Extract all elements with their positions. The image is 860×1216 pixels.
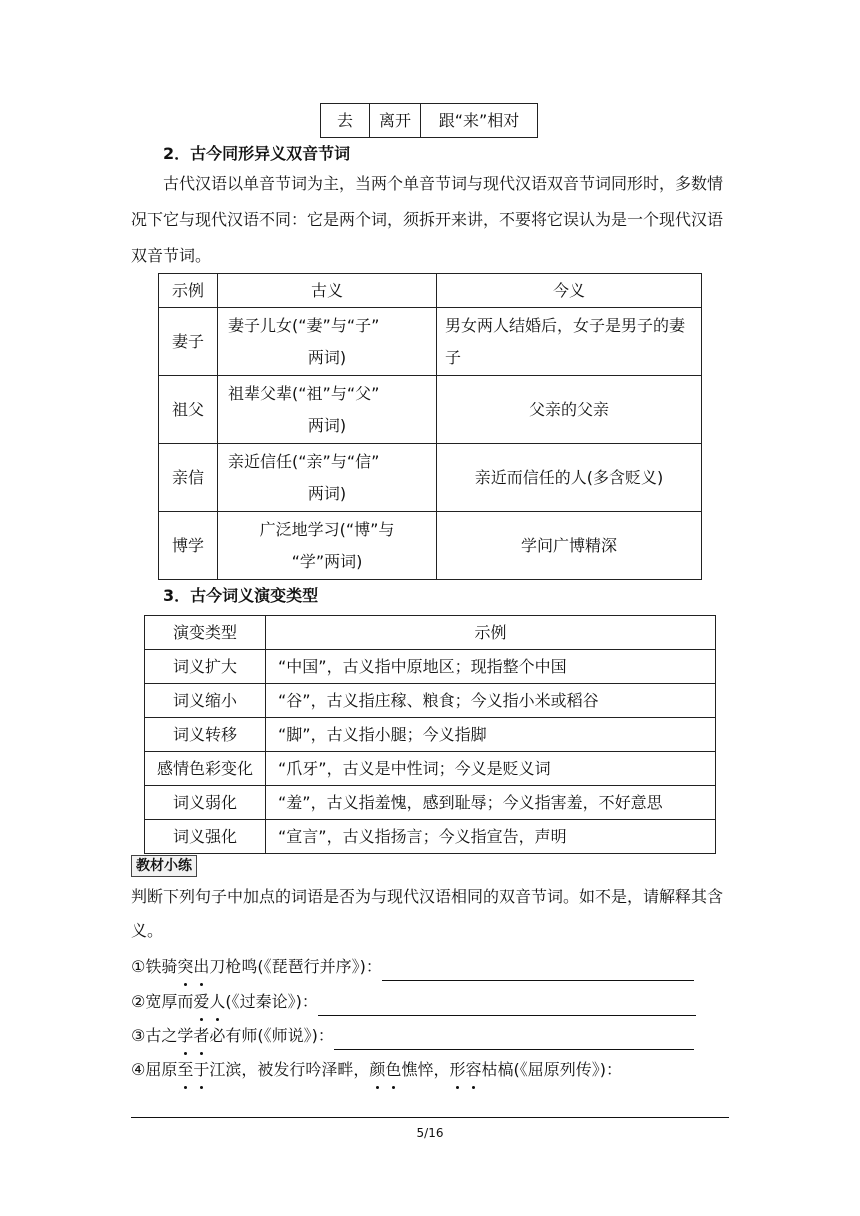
dotted-char: 突 (177, 953, 193, 981)
question-3 (131, 1022, 694, 1050)
example-cell: “中国”，古义指中原地区；现指整个中国 (266, 650, 716, 684)
word-cell: 祖父 (159, 376, 218, 444)
table-row (145, 786, 716, 820)
word-cell: 博学 (159, 512, 218, 580)
table-row (159, 376, 702, 444)
table-row (145, 820, 716, 854)
type-cell: 词义弱化 (145, 786, 266, 820)
modern-cell: 男女两人结婚后，女子是男子的妻子 (437, 308, 702, 376)
section-2-heading: 2．古今同形异义双音节词 (163, 144, 351, 163)
cell: 去 (321, 104, 370, 138)
type-cell: 词义缩小 (145, 684, 266, 718)
ancient-line: “学”两词) (291, 551, 363, 571)
type-cell: 词义转移 (145, 718, 266, 752)
ancient-line: 亲近信任(“亲”与“信” (228, 451, 380, 471)
ancient-line: 两词) (307, 347, 347, 367)
example-cell: “谷”，古义指庄稼、粮食；今义指小米或稻谷 (266, 684, 716, 718)
q-text: (《过秦论》)： (225, 992, 318, 1011)
dotted-char: 爱 (193, 988, 209, 1016)
table-row (159, 444, 702, 512)
cell: 离开 (370, 104, 421, 138)
modern-cell: 亲近而信任的人(多含贬义) (437, 444, 702, 512)
answer-blank[interactable] (382, 962, 694, 981)
table-row (145, 684, 716, 718)
ancient-line: 妻子儿女(“妻”与“子” (228, 315, 380, 335)
example-cell: “爪牙”，古义是中性词；今义是贬义词 (266, 752, 716, 786)
section-2-paragraph: 古代汉语以单音节词为主，当两个单音节词与现代汉语双音节词同形时，多数情况下它与现代汉语不同：它是两个词，须拆开来讲，不要将它误认为是一个现代汉语双音节词。 (131, 174, 724, 265)
dotted-char: 出 (193, 953, 209, 981)
header-cell: 示例 (266, 616, 716, 650)
q-text: ④屈原 (131, 1060, 178, 1079)
dotted-char: 学 (177, 1022, 193, 1050)
ancient-cell (218, 512, 437, 580)
question-4 (131, 1056, 622, 1084)
answer-blank[interactable] (318, 997, 696, 1016)
question-2 (131, 988, 696, 1016)
table-row (159, 512, 702, 580)
ancient-cell (218, 308, 437, 376)
q-text: 憔悴， (401, 1060, 450, 1079)
type-cell: 感情色彩变化 (145, 752, 266, 786)
q-text: 江滨，被发行吟泽畔， (209, 1060, 370, 1079)
header-cell: 演变类型 (145, 616, 266, 650)
evolution-table (144, 615, 716, 854)
dotted-char: 人 (209, 988, 225, 1016)
exercise-intro: 判断下列句子中加点的词语是否为与现代汉语相同的双音节词。如不是，请解释其含义。 (131, 887, 724, 940)
question-4-blank-line (131, 1090, 729, 1118)
top-table (320, 103, 538, 138)
modern-cell: 学问广博精深 (437, 512, 702, 580)
type-cell: 词义扩大 (145, 650, 266, 684)
example-cell: “宣言”，古义指扬言；今义指宣告，声明 (266, 820, 716, 854)
dotted-char: 者 (193, 1022, 209, 1050)
ancient-modern-table (158, 273, 702, 580)
q-text: ①铁骑 (131, 957, 178, 976)
header-cell: 古义 (218, 274, 437, 308)
question-1 (131, 953, 694, 981)
table-row (145, 752, 716, 786)
dotted-char: 色 (385, 1056, 401, 1084)
q-text: 刀枪鸣(《琵琶行并序》)： (209, 957, 382, 976)
dotted-char: 容 (465, 1056, 481, 1084)
table-row (159, 308, 702, 376)
type-cell: 词义强化 (145, 820, 266, 854)
cell: 跟“来”相对 (421, 104, 538, 138)
ancient-cell (218, 376, 437, 444)
header-cell: 今义 (437, 274, 702, 308)
ancient-line: 两词) (307, 483, 347, 503)
exercise-tag: 教材小练 (131, 855, 197, 877)
modern-cell: 父亲的父亲 (437, 376, 702, 444)
section-3-heading: 3．古今词义演变类型 (163, 586, 319, 605)
dotted-char: 形 (449, 1056, 465, 1084)
page-number: 5/16 (416, 1126, 444, 1140)
q-text: ③古之 (131, 1026, 178, 1045)
dotted-char: 至 (177, 1056, 193, 1084)
table-row (145, 718, 716, 752)
header-cell: 示例 (159, 274, 218, 308)
q-text: 枯槁(《屈原列传》)： (481, 1060, 622, 1079)
table-row (145, 650, 716, 684)
answer-blank[interactable] (131, 1099, 729, 1118)
dotted-char: 颜 (369, 1056, 385, 1084)
example-cell: “脚”，古义指小腿；今义指脚 (266, 718, 716, 752)
word-cell: 亲信 (159, 444, 218, 512)
ancient-line: 广泛地学习(“博”与 (259, 519, 395, 539)
example-cell: “羞”，古义指羞愧，感到耻辱；今义指害羞，不好意思 (266, 786, 716, 820)
ancient-cell (218, 444, 437, 512)
q-text: 必有师(《师说》)： (209, 1026, 334, 1045)
answer-blank[interactable] (334, 1031, 694, 1050)
ancient-line: 两词) (307, 415, 347, 435)
ancient-line: 祖辈父辈(“祖”与“父” (228, 383, 380, 403)
dotted-char: 于 (193, 1056, 209, 1084)
q-text: ②宽厚而 (131, 992, 194, 1011)
word-cell: 妻子 (159, 308, 218, 376)
